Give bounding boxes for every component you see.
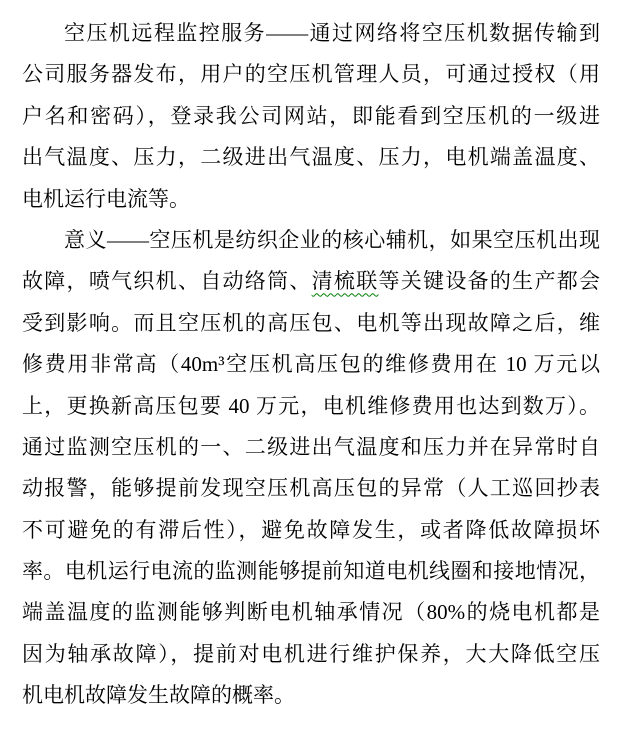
text-segment: 端盖温度的监测能够判断电机轴承情况（80%的烧电机都是 xyxy=(22,600,600,625)
text-segment: 等关键设备的生产都会 xyxy=(378,269,600,294)
text-line xyxy=(22,54,600,95)
text-line xyxy=(22,510,600,551)
text-segment: 机电机故障发生故障的概率。 xyxy=(22,683,295,708)
text-segment: 空压机远程监控服务——通过网络将空压机数据传输到 xyxy=(64,21,600,45)
text-segment: 通过监测空压机的一、二级进出气温度和压力并在异常时自 xyxy=(22,434,600,459)
text-segment: 上，更换新高压包要 40 万元，电机维修费用也达到数万）。 xyxy=(22,393,600,418)
text-line xyxy=(22,675,600,716)
text-line xyxy=(22,427,600,468)
paragraph xyxy=(22,220,600,717)
text-segment: 修费用非常高（40m³空压机高压包的维修费用在 10 万元以 xyxy=(22,352,600,377)
text-line xyxy=(22,634,600,675)
text-line xyxy=(22,344,600,385)
spellcheck-flagged-text: 清梳联 xyxy=(311,269,379,294)
document-body xyxy=(22,13,600,717)
text-segment: 电机运行电流等。 xyxy=(22,186,190,211)
text-line xyxy=(22,386,600,427)
text-line xyxy=(22,96,600,137)
text-segment: 公司服务器发布，用户的空压机管理人员，可通过授权（用 xyxy=(22,62,600,87)
paragraph xyxy=(22,13,600,220)
text-segment: 因为轴承故障），提前对电机进行维护保养，大大降低空压 xyxy=(22,641,600,666)
text-segment: 户名和密码），登录我公司网站，即能看到空压机的一级进 xyxy=(22,103,600,128)
text-line xyxy=(22,179,600,220)
text-line xyxy=(22,13,600,54)
text-segment: 出气温度、压力，二级进出气温度、压力，电机端盖温度、 xyxy=(22,145,600,170)
text-line xyxy=(22,137,600,178)
text-line xyxy=(22,261,600,302)
text-segment: 故障，喷气织机、自动络筒、 xyxy=(22,269,312,294)
text-line xyxy=(22,468,600,509)
text-line xyxy=(22,551,600,592)
text-segment: 受到影响。而且空压机的高压包、电机等出现故障之后，维 xyxy=(22,310,600,335)
text-line xyxy=(22,303,600,344)
text-segment: 不可避免的有滞后性），避免故障发生，或者降低故障损坏 xyxy=(22,517,600,542)
text-segment: 动报警，能够提前发现空压机高压包的异常（人工巡回抄表 xyxy=(22,476,600,501)
text-line xyxy=(22,592,600,633)
text-segment: 意义——空压机是纺织企业的核心辅机，如果空压机出现 xyxy=(64,227,600,252)
text-segment: 率。电机运行电流的监测能够提前知道电机线圈和接地情况， xyxy=(22,559,600,584)
text-line xyxy=(22,220,600,261)
